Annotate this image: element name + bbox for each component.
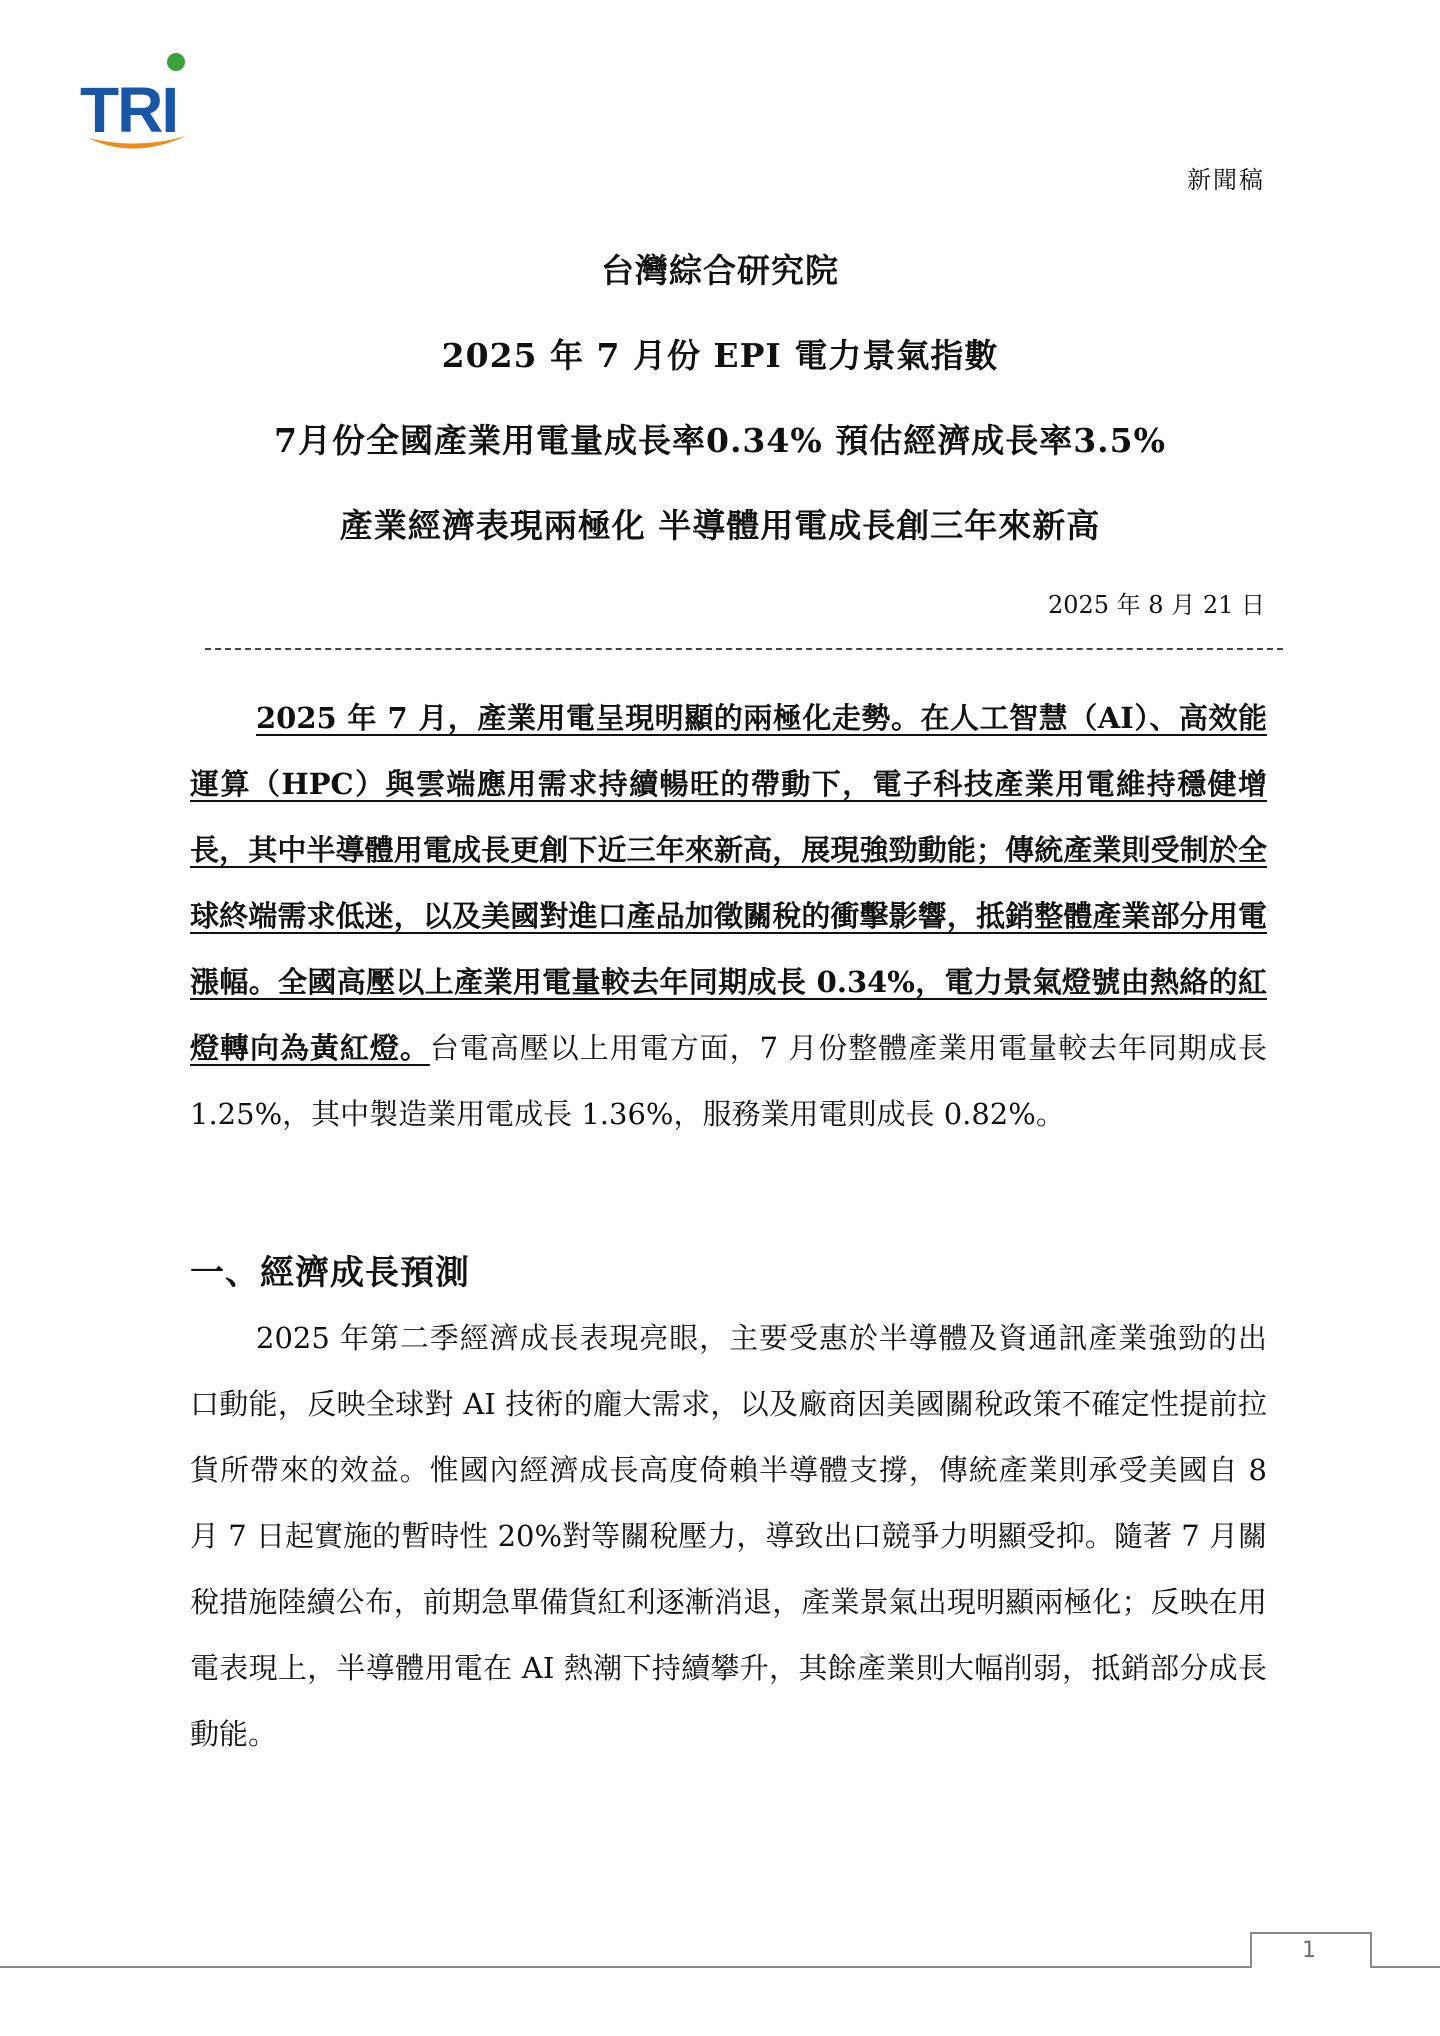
intro-lead-bold: 2025 年 7 月，產業用電呈現明顯的兩極化走勢。在人工智慧（AI）、高效能運算（HPC）與雲端應用需求持續暢旺的帶動下，電子科技產業用電維持穩健增長，其中半導體用電成長更創下近三年來新高，展現強勁動能；傳統產業則受制於全球終端需求低迷，以及美國對進口產品加徵關稅的衝擊影響，抵銷整體產業部分用電漲幅。全國高壓以上產業用電量較去年同期成長 0.34%，電力景氣燈號由熱絡的紅燈轉向為黃紅燈。 xyxy=(190,701,1267,1065)
headline-1: 7月份全國產業用電量成長率0.34% 預估經濟成長率3.5% xyxy=(274,421,1166,460)
tri-logo xyxy=(80,52,192,156)
release-date: 2025 年 8 月 21 日 xyxy=(1047,591,1265,619)
section-body-economic-forecast: 2025 年第二季經濟成長表現亮眼，主要受惠於半導體及資通訊產業強勁的出口動能，反映全球對 AI 技術的龐大需求，以及廠商因美國關稅政策不確定性提前拉貨所帶來的效益。惟國內經濟成長高度倚賴半導體支撐，傳統產業則承受美國自 8 月 7 日起實施的暫時性 20%對等關稅壓力，導致出口競爭力明顯受抑。隨著 7 月關稅措施陸續公布，前期急單備貨紅利逐漸消退，產業景氣出現明顯兩極化；反映在用電表現上，半導體用電在 AI 熱潮下持續攀升，其餘產業則大幅削弱，抵銷部分成長動能。 xyxy=(190,1321,1267,1751)
page-number: 1 xyxy=(1302,1938,1316,1963)
logo-text: TRI xyxy=(80,74,178,146)
section-heading-economic-forecast: 一、經濟成長預測 xyxy=(190,1253,470,1293)
logo-green-dot xyxy=(167,53,185,71)
dashed-separator xyxy=(205,648,1283,650)
org-title: 台灣綜合研究院 xyxy=(601,251,839,290)
footer-rule xyxy=(0,1966,1440,1968)
intro-rest: 台電高壓以上用電方面，7 月份整體產業用電量較去年同期成長 1.25%，其中製造業用電成長 1.36%，服務業用電則成長 0.82%。 xyxy=(190,1031,1267,1131)
doc-type-label: 新聞稿 xyxy=(1187,166,1265,194)
headline-2: 產業經濟表現兩極化 半導體用電成長創三年來新高 xyxy=(339,506,1101,545)
report-title: 2025 年 7 月份 EPI 電力景氣指數 xyxy=(441,336,999,375)
intro-paragraph xyxy=(190,685,1267,1147)
